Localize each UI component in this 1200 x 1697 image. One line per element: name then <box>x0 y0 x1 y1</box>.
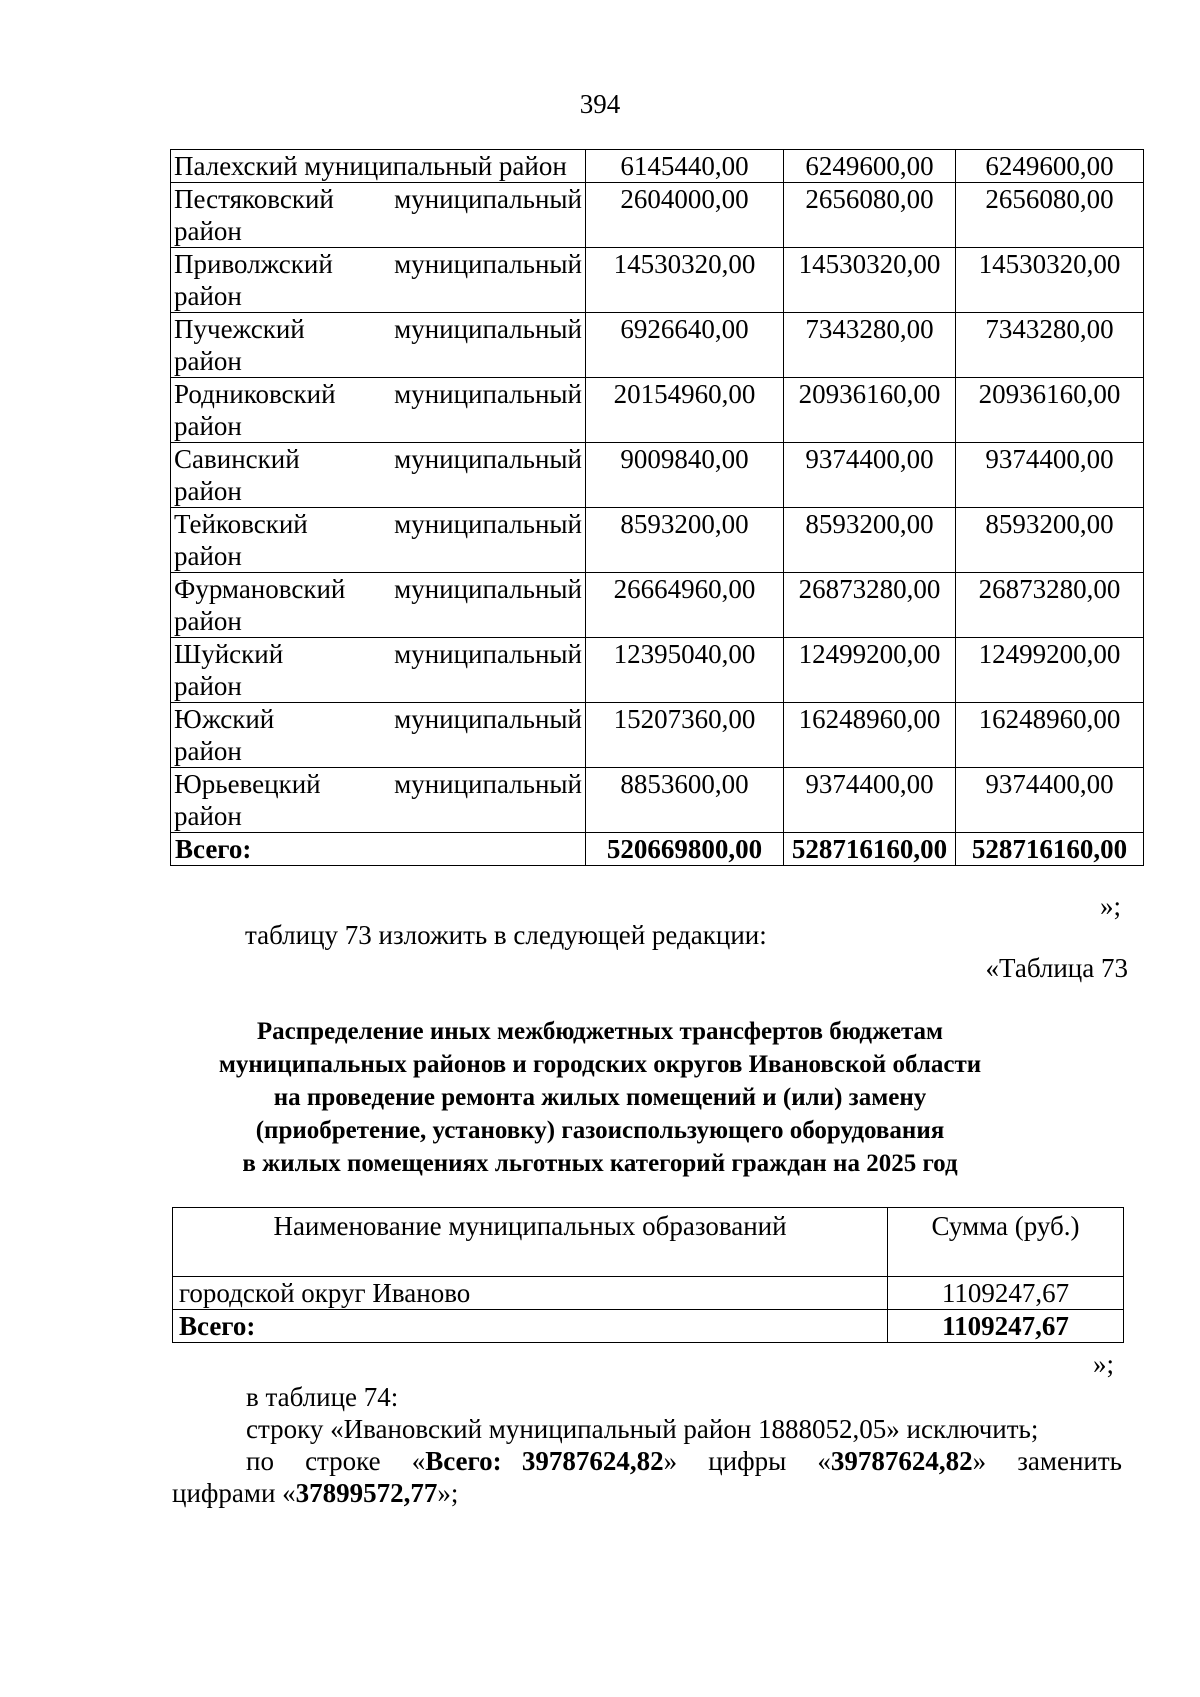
value-v2026: 14530320,00 <box>784 248 956 313</box>
total-label: Всего: <box>171 833 586 866</box>
total-row <box>173 1310 1124 1343</box>
heading-line: (приобретение, установку) газоиспользующего оборудования <box>255 1117 945 1144</box>
table-74-line-replace <box>246 1445 1122 1477</box>
total-v2027: 528716160,00 <box>956 833 1144 866</box>
table-74-intro: в таблице 74: <box>246 1382 399 1412</box>
value-v2027: 6249600,00 <box>956 150 1144 183</box>
municipality-name: Южский муниципальный район <box>171 703 586 768</box>
value-v2027: 9374400,00 <box>956 443 1144 508</box>
municipality-name: Шуйский муниципальный район <box>171 638 586 703</box>
value-v2027: 8593200,00 <box>956 508 1144 573</box>
sum-value: 1109247,67 <box>888 1277 1124 1310</box>
table-74-line-exclude: строку «Ивановский муниципальный район 1888052,05» исключить; <box>246 1414 1039 1444</box>
value-v2027: 26873280,00 <box>956 573 1144 638</box>
table-row <box>171 183 1144 248</box>
table-73 <box>172 1207 1124 1343</box>
table-header-row <box>173 1208 1124 1277</box>
table-73-heading <box>150 1015 1050 1180</box>
value-v2025: 14530320,00 <box>586 248 784 313</box>
header-sum: Сумма (руб.) <box>888 1208 1124 1277</box>
value-v2026: 26873280,00 <box>784 573 956 638</box>
total-v2025: 520669800,00 <box>586 833 784 866</box>
value-v2025: 6926640,00 <box>586 313 784 378</box>
word: заменить <box>1017 1446 1122 1476</box>
value-v2025: 8853600,00 <box>586 768 784 833</box>
table-row <box>171 508 1144 573</box>
municipality-name: Родниковский муниципальный район <box>171 378 586 443</box>
table-row <box>171 443 1144 508</box>
header-name: Наименование муниципальных образований <box>173 1208 888 1277</box>
value-v2025: 8593200,00 <box>586 508 784 573</box>
municipality-name: Савинский муниципальный район <box>171 443 586 508</box>
value-v2025: 2604000,00 <box>586 183 784 248</box>
word: цифры <box>708 1446 787 1476</box>
table-74-line-new-value: цифрами «37899572,77»; <box>172 1478 459 1508</box>
value-v2025: 12395040,00 <box>586 638 784 703</box>
heading-line: Распределение иных межбюджетных трансфертов бюджетам <box>256 1018 944 1045</box>
table-row <box>171 248 1144 313</box>
value-v2025: 20154960,00 <box>586 378 784 443</box>
table-73-closing-quote: »; <box>1093 1349 1115 1379</box>
page-number: 394 <box>579 89 621 119</box>
municipality-name: Пучежский муниципальный район <box>171 313 586 378</box>
word: строке <box>305 1446 381 1476</box>
total-label: Всего: <box>173 1310 888 1343</box>
value-v2026: 20936160,00 <box>784 378 956 443</box>
total-v2026: 528716160,00 <box>784 833 956 866</box>
value-v2026: 16248960,00 <box>784 703 956 768</box>
quoted-old-value: «39787624,82» <box>817 1446 987 1476</box>
table-row <box>171 378 1144 443</box>
total-row <box>171 833 1144 866</box>
value-v2027: 2656080,00 <box>956 183 1144 248</box>
table-row <box>171 768 1144 833</box>
heading-line: на проведение ремонта жилых помещений и (или) замену <box>273 1084 927 1111</box>
instruction-table-73: таблицу 73 изложить в следующей редакции: <box>245 920 767 950</box>
total-sum: 1109247,67 <box>888 1310 1124 1343</box>
value-v2025: 9009840,00 <box>586 443 784 508</box>
value-v2027: 20936160,00 <box>956 378 1144 443</box>
value-v2026: 12499200,00 <box>784 638 956 703</box>
value-v2027: 7343280,00 <box>956 313 1144 378</box>
table-72-continuation <box>170 149 1144 866</box>
value-v2026: 7343280,00 <box>784 313 956 378</box>
table-row <box>171 573 1144 638</box>
municipality-name: Приволжский муниципальный район <box>171 248 586 313</box>
value-v2026: 8593200,00 <box>784 508 956 573</box>
value-v2025: 15207360,00 <box>586 703 784 768</box>
value-v2026: 2656080,00 <box>784 183 956 248</box>
value-v2026: 6249600,00 <box>784 150 956 183</box>
value-v2025: 26664960,00 <box>586 573 784 638</box>
heading-line: в жилых помещениях льготных категорий граждан на 2025 год <box>242 1150 958 1177</box>
table-row <box>171 703 1144 768</box>
quoted-total: «Всего: 39787624,82» <box>411 1446 678 1476</box>
table-72-closing-quote: »; <box>1100 891 1122 921</box>
value-v2026: 9374400,00 <box>784 768 956 833</box>
value-v2025: 6145440,00 <box>586 150 784 183</box>
word: по <box>246 1446 274 1476</box>
value-v2027: 12499200,00 <box>956 638 1144 703</box>
value-v2026: 9374400,00 <box>784 443 956 508</box>
value-v2027: 16248960,00 <box>956 703 1144 768</box>
table-73-label: «Таблица 73 <box>985 953 1128 983</box>
municipality-name: Фурмановский муниципальный район <box>171 573 586 638</box>
municipality-name: Тейковский муниципальный район <box>171 508 586 573</box>
table-row <box>171 150 1144 183</box>
table-row <box>171 638 1144 703</box>
municipality-name: Палехский муниципальный район <box>171 150 586 183</box>
value-v2027: 14530320,00 <box>956 248 1144 313</box>
table-row <box>173 1277 1124 1310</box>
heading-line: муниципальных районов и городских округов Ивановской области <box>218 1051 982 1078</box>
value-v2027: 9374400,00 <box>956 768 1144 833</box>
municipality-name: Юрьевецкий муниципальный район <box>171 768 586 833</box>
municipality-name: городской округ Иваново <box>173 1277 888 1310</box>
table-row <box>171 313 1144 378</box>
municipality-name: Пестяковский муниципальный район <box>171 183 586 248</box>
